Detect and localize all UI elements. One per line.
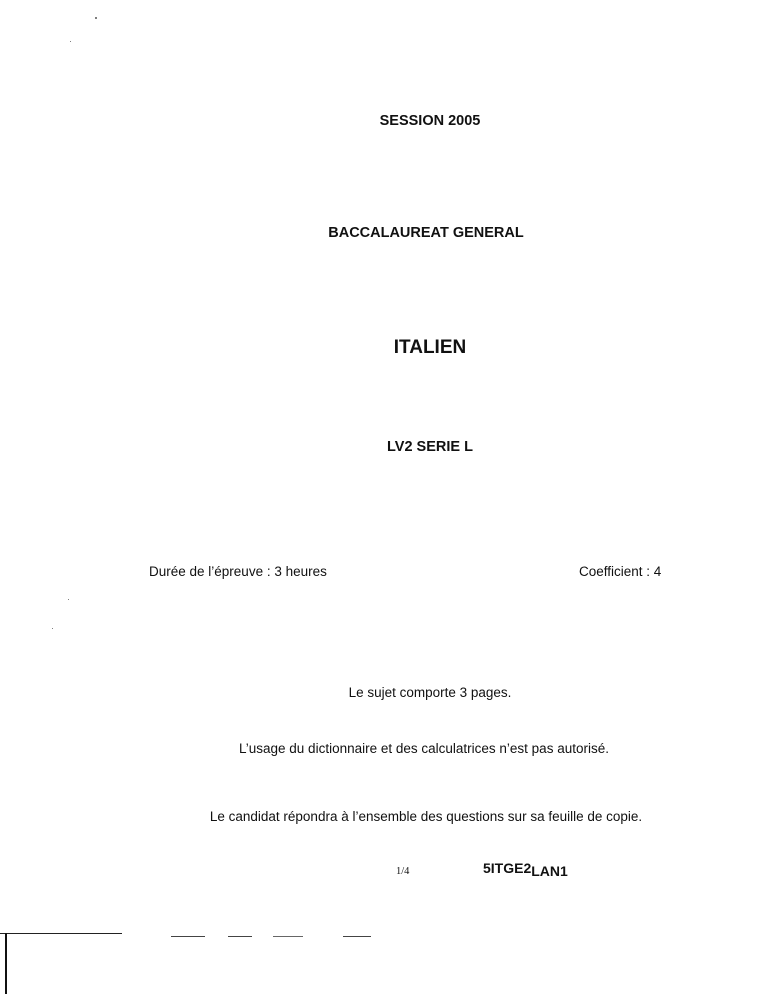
serie-title: LV2 SERIE L bbox=[387, 439, 473, 455]
exam-code-part-2: LAN1 bbox=[531, 863, 568, 879]
usage-note: L’usage du dictionnaire et des calculatrices n’est pas autorisé. bbox=[239, 741, 609, 756]
scan-dash bbox=[273, 936, 303, 937]
exam-title: BACCALAUREAT GENERAL bbox=[328, 225, 524, 241]
scan-edge-line bbox=[0, 933, 122, 934]
exam-code bbox=[483, 860, 568, 879]
scan-dash bbox=[228, 936, 252, 937]
scan-speck bbox=[52, 628, 53, 629]
candidate-note: Le candidat répondra à l’ensemble des questions sur sa feuille de copie. bbox=[209, 809, 643, 824]
exam-coefficient: Coefficient : 4 bbox=[579, 564, 662, 579]
pages-note: Le sujet comporte 3 pages. bbox=[348, 685, 512, 700]
exam-code-part-1: 5ITGE2 bbox=[483, 860, 532, 876]
exam-duration: Durée de l’épreuve : 3 heures bbox=[149, 564, 327, 579]
scan-speck bbox=[70, 41, 71, 42]
session-heading: SESSION 2005 bbox=[379, 113, 481, 129]
scan-dash bbox=[171, 936, 205, 937]
scan-dash bbox=[343, 936, 371, 937]
scan-speck bbox=[95, 17, 97, 19]
scan-speck bbox=[68, 599, 69, 600]
page-number: 1/4 bbox=[396, 866, 410, 877]
scan-edge-vertical bbox=[5, 933, 7, 994]
subject-title: ITALIEN bbox=[393, 337, 467, 358]
